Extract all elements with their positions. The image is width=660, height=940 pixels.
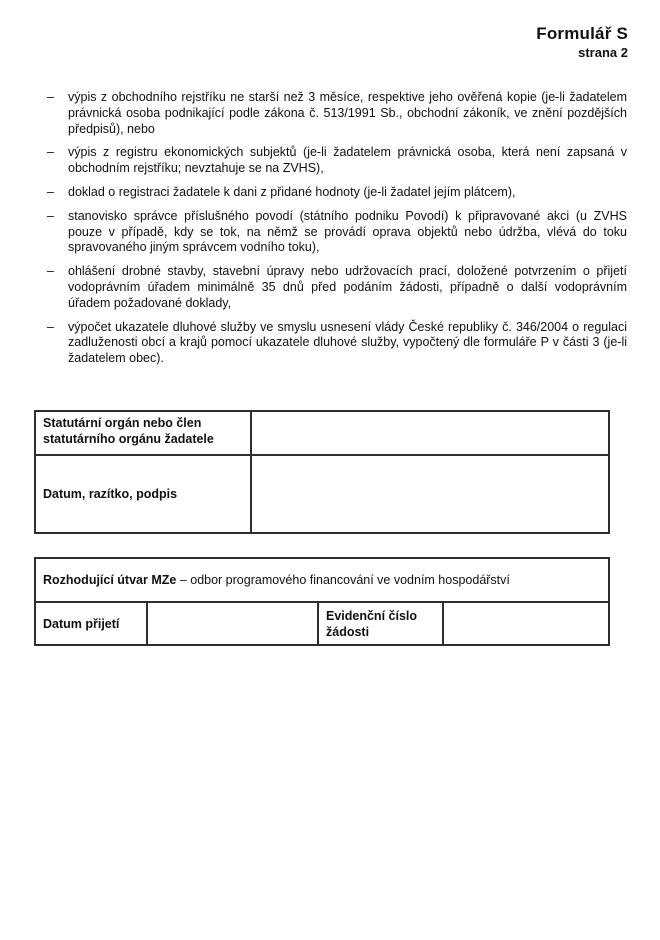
dash-bullet-marker: – bbox=[47, 319, 54, 334]
document-header bbox=[536, 24, 628, 60]
table-row bbox=[35, 455, 609, 533]
dash-bullet-marker: – bbox=[47, 145, 54, 160]
statutory-organ-value-cell bbox=[251, 411, 609, 455]
dash-bullet-marker: – bbox=[47, 264, 54, 279]
list-item bbox=[45, 185, 627, 201]
list-item bbox=[45, 209, 627, 256]
evidence-number-label: Evidenční číslo žádosti bbox=[318, 602, 443, 645]
date-stamp-signature-value-cell bbox=[251, 455, 609, 533]
table-row bbox=[35, 602, 609, 645]
dash-bullet-marker: – bbox=[47, 90, 54, 104]
form-title: Formulář S bbox=[536, 24, 628, 43]
list-item bbox=[45, 145, 627, 177]
decision-table bbox=[34, 557, 610, 646]
list-item-text: stanovisko správce příslušného povodí (státního podniku Povodí) k připravované akci (u ZVHS pouze v případě, kdy se tok, na němž se provádí oprava objektů nebo údržba, vlévá do toku spravovaného jiným správcem vodního toku), bbox=[68, 208, 627, 255]
date-stamp-signature-label: Datum, razítko, podpis bbox=[35, 455, 251, 533]
list-item-text: doklad o registraci žadatele k dani z přidané hodnoty (je-li žadatel jejím plátcem), bbox=[68, 184, 516, 199]
date-received-label: Datum přijetí bbox=[35, 602, 147, 645]
date-received-value-cell bbox=[147, 602, 318, 645]
decision-table-title-cell bbox=[35, 558, 609, 602]
requirements-list bbox=[45, 90, 627, 375]
decision-authority-name: Rozhodující útvar MZe bbox=[43, 573, 177, 587]
signature-table bbox=[34, 410, 610, 534]
table-row bbox=[35, 558, 609, 602]
list-item bbox=[45, 90, 627, 137]
decision-authority-description: – odbor programového financování ve vodním hospodářství bbox=[176, 573, 510, 587]
dash-bullet-marker: – bbox=[47, 208, 54, 223]
table-row bbox=[35, 411, 609, 455]
list-item-text: výpočet ukazatele dluhové služby ve smyslu usnesení vlády České republiky č. 346/2004 o regulaci zadluženosti obcí a krajů pomocí ukazatele dluhové služby, vypočtený dle formuláře P v části 3 (je-li žadatelem obec). bbox=[68, 319, 627, 366]
page-number-label: strana 2 bbox=[578, 45, 628, 60]
list-item bbox=[45, 264, 627, 311]
list-item bbox=[45, 320, 627, 367]
list-item-text: výpis z registru ekonomických subjektů (je-li žadatelem právnická osoba, která není zapsaná v obchodním rejstříku; nevztahuje se na ZVHS), bbox=[68, 145, 627, 176]
evidence-number-value-cell bbox=[443, 602, 609, 645]
dash-bullet-marker: – bbox=[47, 184, 54, 199]
list-item-text: výpis z obchodního rejstříku ne starší než 3 měsíce, respektive jeho ověřená kopie (je-li žadatelem právnická osoba podnikající podle zákona č. 513/1991 Sb., obchodní zákoník, ve znění pozdějších předpisů), nebo bbox=[68, 90, 627, 136]
statutory-organ-label: Statutární orgán nebo člen statutárního orgánu žadatele bbox=[35, 411, 251, 455]
list-item-text: ohlášení drobné stavby, stavební úpravy nebo udržovacích prací, doložené potvrzením o přijetí vodoprávním úřadem minimálně 35 dnů před podáním žádosti, případně o další vodoprávním úřadem požadované doklady, bbox=[68, 264, 627, 310]
